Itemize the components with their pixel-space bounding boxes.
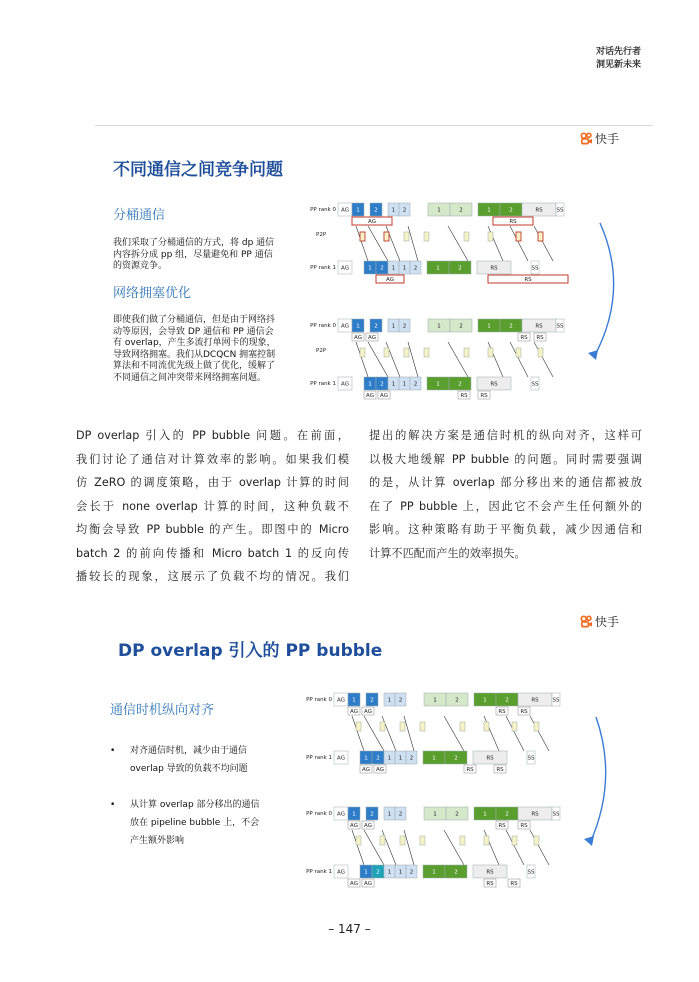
p2p-line [386,342,400,377]
pipeline-block-label: AG [341,323,349,330]
pipeline-block-label: 1 [391,207,396,214]
p2p-marker [484,722,489,731]
p2p-marker [516,232,521,241]
pipeline-block-label: 2 [374,207,378,214]
pipeline-block-label: RS [535,207,543,214]
p2p-line [368,342,388,377]
pipeline-block-label: AG [341,207,349,214]
comm-box-label: AG [362,767,370,773]
p2p-line [444,716,464,751]
p2p-line [530,716,549,751]
p2p-marker [384,232,389,241]
pipeline-block-label: 2 [505,697,509,704]
comm-box-label: AG [368,335,376,341]
pipeline-block-label: RS [486,755,494,762]
p2p-marker [512,722,517,731]
pipeline-block-label: 1 [398,869,403,876]
pipeline-block-label: 1 [402,381,407,388]
pipeline-block-label: SS [531,265,539,272]
comm-box-label: AG [380,393,388,399]
sub2-line: 算法和不同流优先级上做了优化，缓解了 [113,361,276,371]
comm-box-label: AG [364,709,372,715]
comm-box-label: AG [368,219,376,225]
p2p-marker [424,348,429,357]
comm-box-label: AG [350,823,358,829]
pipeline-block-label: SS [552,697,560,704]
pp-rank-label: PP rank 1 [306,755,332,761]
comm-box-label: RS [486,881,494,887]
pipeline-block-label: 2 [409,755,414,762]
comm-box-label: AG [364,881,372,887]
pipeline-block-label: RS [531,697,539,704]
pipeline-block-label: 2 [459,207,463,214]
pipeline-block-label: 2 [455,697,459,704]
body-line: 影响。这种策略有助于平衡负载，减少因通信和 [369,523,642,536]
bullet-line: overlap 导致的负载不均问题 [130,764,248,774]
body-line: 计算不匹配而产生的效率损失。 [369,546,526,560]
pipeline-block-label: 1 [356,207,360,214]
p2p-marker [384,348,389,357]
p2p-label: P2P [316,348,327,354]
pipeline-block-label: 2 [509,207,513,214]
body-line: DP overlap 引入的 PP bubble 问题。在前面， [76,429,349,442]
pipeline-block-label: 1 [356,323,360,330]
p2p-line [368,226,388,261]
pipeline-block-label: 1 [368,381,372,388]
p2p-line [488,342,503,377]
p2p-marker [488,232,493,241]
sub2-text [113,315,276,384]
p2p-marker [512,836,517,845]
p2p-marker [464,348,469,357]
bullet-line: • 对齐通信时机，减少由于通信 [130,746,248,756]
sub2-title: 网络拥塞优化 [113,286,192,301]
p2p-marker [538,232,543,241]
section2-title: DP overlap 引入的 PP bubble [118,641,383,661]
p2p-line [356,342,368,377]
pipeline-block-label: 1 [387,755,392,762]
p2p-marker [460,836,465,845]
brand-logo-mid [580,613,619,630]
p2p-line [382,830,396,865]
pipeline-block-label: 1 [432,755,436,762]
pipeline-block-label: 1 [483,697,487,704]
p2p-marker [460,722,465,731]
pipeline-block-label: AG [337,697,345,704]
pipeline-block-label: RS [535,323,543,330]
pipeline-block-label: 2 [413,265,418,272]
body-line: 以极大地缓解 PP bubble 的问题。同时需要强调 [369,452,642,466]
section1-title: 不同通信之间竞争问题 [113,160,283,180]
p2p-marker [360,348,365,357]
pipeline-block-label: AG [337,811,345,818]
body-line: 在了 PP bubble 上，因此它不会产生任何额外的 [369,499,642,513]
p2p-marker [424,232,429,241]
pipeline-block-label: 1 [387,697,392,704]
body-left-column [76,424,349,589]
pipeline-block-label: 1 [487,323,491,330]
p2p-line [386,226,400,261]
p2p-marker [484,836,489,845]
tagline-line2: 洞见新未来 [595,60,641,70]
p2p-line [356,226,368,261]
sub2-line: 即使我们做了分桶通信，但是由于网络抖 [113,315,276,325]
pipeline-block-label: 1 [436,381,440,388]
comm-box-label: RS [524,277,532,283]
sub2-line: 导致网络拥塞。我们从DCQCN 拥塞控制 [113,349,276,360]
body-line: 仿 ZeRO 的调度策略，由于 overlap 计算的时间 [76,476,349,489]
pp-rank-label: PP rank 1 [310,381,336,387]
pipeline-block-label: AG [337,755,345,762]
section2-subtitle: 通信时机纵向对齐 [110,703,215,718]
p2p-marker [356,722,361,731]
comm-box-label: RS [509,219,517,225]
pipeline-block-label: 2 [380,381,384,388]
p2p-marker [420,836,425,845]
comm-box-label: AG [350,881,358,887]
bullet-item [130,742,260,778]
pipeline-block-label: SS [527,755,535,762]
pp-rank-label: PP rank 0 [310,207,336,213]
p2p-marker [380,722,385,731]
p2p-line [510,342,528,377]
comm-box-label: RS [520,709,528,715]
p2p-line [530,830,549,865]
comm-box-label: RS [498,823,506,829]
pipeline-block-label: 1 [483,811,487,818]
pipeline-block-label: AG [341,265,349,272]
pipeline-block-label: 2 [398,697,403,704]
pp-rank-label: PP rank 0 [306,811,332,817]
p2p-marker [380,836,385,845]
p2p-marker [464,232,469,241]
pipeline-block-label: SS [527,869,535,876]
p2p-marker [360,232,365,241]
p2p-line [534,226,553,261]
p2p-line [484,830,499,865]
pipeline-block-label: 2 [398,811,403,818]
pipeline-block-label: AG [337,869,345,876]
pipeline-block-label: 1 [364,869,368,876]
p2p-marker [400,722,405,731]
pipeline-block-label: 2 [376,869,380,876]
bullet-line: 放在 pipeline bubble 上，不会 [130,818,260,828]
pipeline-block-label: 2 [509,323,513,330]
pipeline-block-label: 1 [391,265,396,272]
pipeline-diagram-bottom [296,683,622,893]
p2p-line [364,716,384,751]
body-right-column [369,424,642,565]
pipeline-block-label: 1 [352,811,356,818]
pipeline-block-label: 2 [413,381,418,388]
body-line: 播较长的现象，这展示了负载不均的情况。我们 [76,570,349,583]
section2-bullets [110,742,260,868]
p2p-line [510,226,528,261]
pipeline-block-label: 1 [387,869,392,876]
pipeline-block-label: SS [556,207,564,214]
pp-rank-label: PP rank 1 [306,869,332,875]
pipeline-block-label: 2 [458,381,462,388]
p2p-line [408,342,418,377]
p2p-line [506,830,524,865]
p2p-marker [516,348,521,357]
pipeline-block-label: 1 [436,265,440,272]
bullet-line: • 从计算 overlap 部分移出的通信 [130,800,260,810]
comm-box-label: RS [536,335,544,341]
comm-box-label: RS [520,335,528,341]
comm-box-label: RS [520,823,528,829]
header-tagline [596,46,641,72]
arrow-head [584,836,594,846]
sub1-line: 的资源竞争。 [113,261,168,271]
p2p-line [506,716,524,751]
p2p-line [448,226,468,261]
p2p-marker [404,348,409,357]
p2p-marker [400,836,405,845]
pipeline-block-label: 1 [364,755,368,762]
page-number: – 147 – [328,922,371,936]
pp-rank-label: PP rank 0 [306,697,332,703]
p2p-marker [404,232,409,241]
body-line: batch 2 的前向传播和 Micro batch 1 的反向传 [76,546,349,560]
p2p-line [352,830,364,865]
comm-box-label: RS [460,393,468,399]
body-line: 提出的解决方案是通信时机的纵向对齐，这样可 [369,429,642,442]
brand-logo-top [580,130,619,147]
sub2-line: 有 overlap，产生多流打单网卡的现象， [113,338,276,348]
pipeline-block-label: 1 [387,811,392,818]
comm-box-label: RS [498,709,506,715]
p2p-line [448,342,468,377]
pipeline-block-label: 2 [402,207,407,214]
brand-name: 快手 [595,132,620,146]
p2p-marker [534,722,539,731]
p2p-marker [356,836,361,845]
pipeline-block-label: 1 [433,697,437,704]
kuaishou-logo-icon [580,615,593,628]
pipeline-block-label: 2 [455,811,459,818]
p2p-line [352,716,364,751]
comm-box-label: AG [386,277,394,283]
p2p-marker [534,836,539,845]
pipeline-block-label: 2 [380,265,384,272]
pipeline-block-label: 1 [368,265,372,272]
pipeline-block-label: 1 [432,869,436,876]
kuaishou-logo-icon [580,132,593,145]
tagline-line1: 对话先行者 [595,47,641,57]
arrow-head [588,350,598,360]
pp-rank-label: PP rank 1 [310,265,336,271]
comm-box-label: RS [466,767,474,773]
pipeline-block-label: 1 [437,207,441,214]
pipeline-block-label: 1 [402,265,407,272]
comm-box-label: AG [364,823,372,829]
pipeline-block-label: 2 [458,265,462,272]
pipeline-block-label: 1 [398,755,403,762]
p2p-marker [420,722,425,731]
pipeline-block-label: 1 [437,323,441,330]
bullet-line: 产生额外影响 [130,836,185,846]
pipeline-block-label: 1 [433,811,437,818]
sub1-text [113,238,274,273]
sub2-line: 不同通信之间冲突带来网络拥塞问题。 [113,372,267,383]
pipeline-block-label: 1 [352,697,356,704]
pipeline-block-label: SS [552,811,560,818]
brand-name: 快手 [595,615,620,629]
pipeline-diagram-top [300,195,630,410]
sub1-line: 内容拆分成 pp 组，尽量避免和 PP 通信 [113,249,273,260]
p2p-label: P2P [316,232,327,238]
transition-arrow [594,223,614,357]
p2p-marker [538,348,543,357]
bullet-item [130,796,260,850]
pipeline-block-label: RS [490,381,498,388]
pipeline-block-label: 1 [487,207,491,214]
p2p-line [444,830,464,865]
pipeline-block-label: 2 [454,869,458,876]
body-line: 的是，从计算 overlap 部分移出来的通信都被放 [369,476,642,489]
header-divider [95,125,653,126]
p2p-line [404,716,414,751]
p2p-line [484,716,499,751]
p2p-line [404,830,414,865]
sub1-line: 我们采取了分桶通信的方式，将 dp 通信 [113,238,275,248]
pipeline-block-label: 2 [402,323,407,330]
pipeline-block-label: RS [486,869,494,876]
p2p-marker [488,348,493,357]
comm-box-label: AG [376,767,384,773]
pipeline-block-label: SS [531,381,539,388]
pipeline-block-label: RS [490,265,498,272]
pipeline-block-label: 2 [374,323,378,330]
pipeline-block-label: 2 [409,869,414,876]
p2p-line [364,830,384,865]
pipeline-block-label: SS [556,323,564,330]
pipeline-block-label: 2 [370,811,374,818]
body-line: 我们讨论了通信对计算效率的影响。如果我们模 [76,452,349,466]
pp-rank-label: PP rank 0 [310,323,336,329]
comm-box-label: RS [480,393,488,399]
body-line: 均衡会导致 PP bubble 的产生。即图中的 Micro [76,523,349,536]
p2p-line [488,226,503,261]
pipeline-block-label: 1 [391,381,396,388]
pipeline-block-label: 2 [376,755,380,762]
pipeline-block-label: 2 [459,323,463,330]
sub1-title: 分桶通信 [113,208,166,223]
pipeline-block-label: AG [341,381,349,388]
pipeline-block-label: 2 [505,811,509,818]
comm-box-label: AG [366,393,374,399]
p2p-line [408,226,418,261]
pipeline-block-label: RS [531,811,539,818]
pipeline-block-label: 1 [391,323,396,330]
p2p-line [534,342,553,377]
comm-box-label: AG [350,709,358,715]
body-line: 会长于 none overlap 计算的时间，这种负载不 [76,499,349,513]
comm-box-label: RS [510,881,518,887]
comm-box-label: RS [496,767,504,773]
p2p-line [382,716,396,751]
pipeline-block-label: 2 [454,755,458,762]
sub2-line: 动等原因，会导致 DP 通信和 PP 通信会 [113,326,274,337]
transition-arrow [590,717,606,843]
comm-box-label: AG [354,335,362,341]
pipeline-block-label: 2 [370,697,374,704]
